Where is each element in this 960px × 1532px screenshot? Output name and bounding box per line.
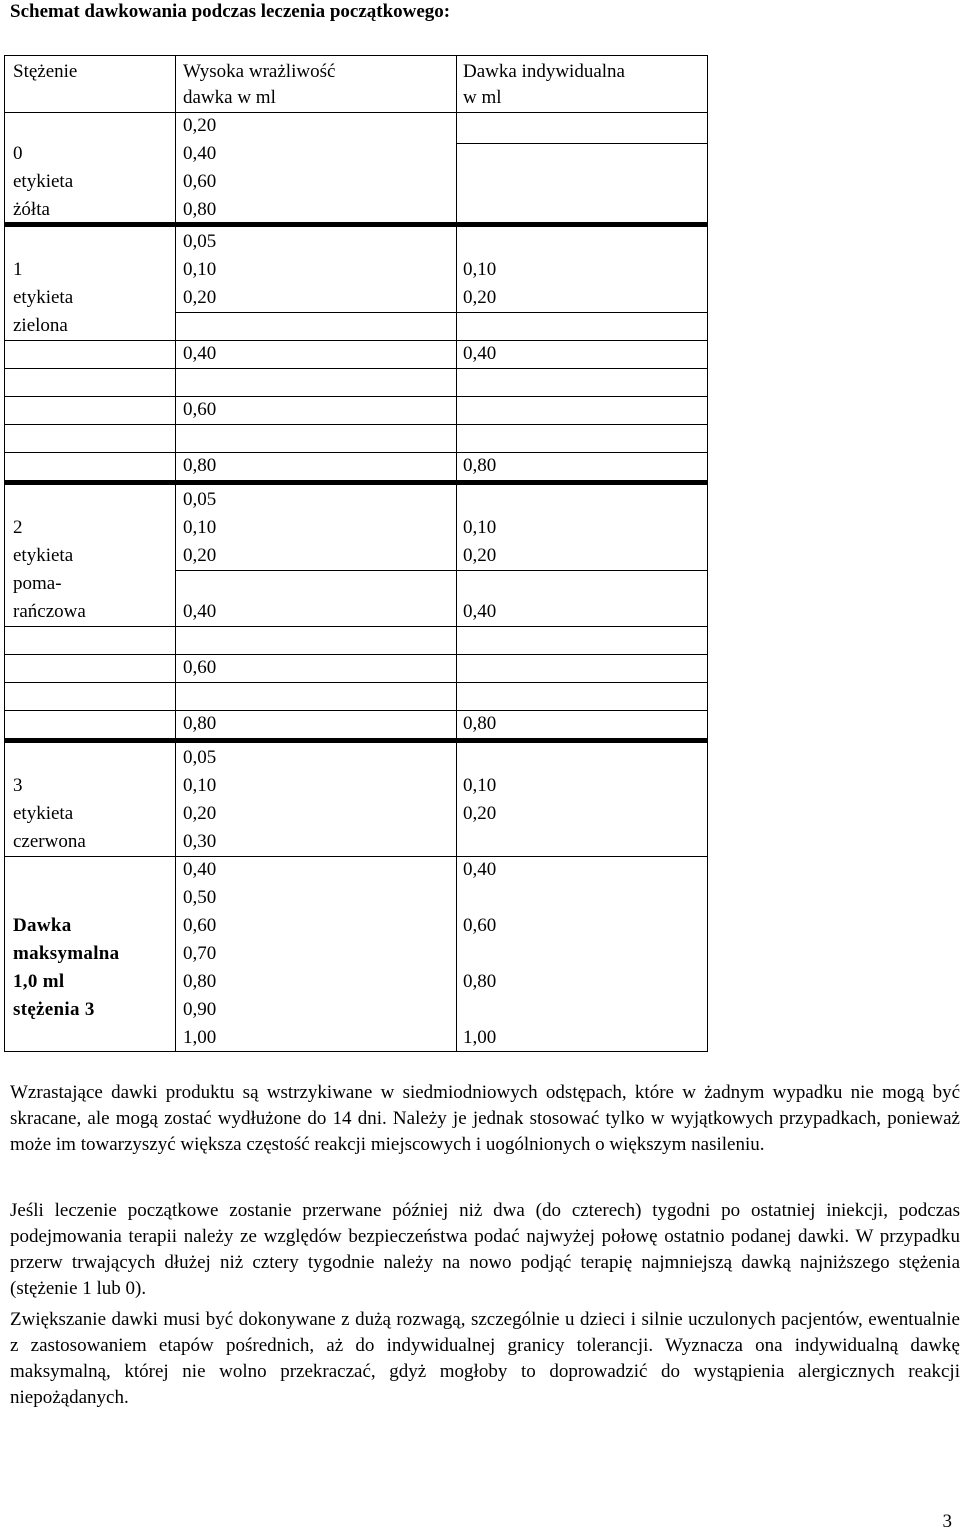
- individual-dose-value: 0,10: [463, 517, 497, 538]
- individual-dose-value: 0,80: [463, 713, 497, 734]
- concentration-label: 2: [13, 517, 23, 538]
- high-dose-value: 0,70: [183, 943, 217, 964]
- row-divider: [5, 654, 707, 655]
- individual-dose-value: 0,20: [463, 803, 497, 824]
- individual-dose-value: 0,80: [463, 971, 497, 992]
- max-dose-label: 1,0 ml: [13, 971, 65, 992]
- high-dose-value: 0,40: [183, 143, 217, 164]
- individual-dose-value: 0,10: [463, 775, 497, 796]
- column-divider: [456, 56, 457, 1051]
- group-divider: [5, 480, 707, 485]
- row-divider: [5, 340, 707, 341]
- paragraph-interrupted-treatment: Jeśli leczenie początkowe zostanie przerwane później niż dwa (do czterech) tygodni po ostatniej iniekcji, podczas podejmowania terapii należy ze względów bezpieczeństwa podać najwyżej połowę ostatnio podanej dawki. W przypadku przerw trwających dłużej niż cztery tygodnie należy na nowo podjąć terapię najmniejszą dawką najniższego stężenia (stężenie 1 lub 0).: [10, 1200, 960, 1299]
- individual-dose-value: 0,40: [463, 343, 497, 364]
- row-divider: [175, 570, 707, 571]
- row-divider: [5, 626, 707, 627]
- high-dose-value: 0,60: [183, 399, 217, 420]
- high-dose-value: 0,40: [183, 343, 217, 364]
- concentration-label: żółta: [13, 199, 50, 220]
- high-dose-value: 0,80: [183, 713, 217, 734]
- high-dose-value: 0,60: [183, 171, 217, 192]
- high-dose-value: 0,10: [183, 517, 217, 538]
- dosage-table: [4, 55, 708, 1052]
- max-dose-label: stężenia 3: [13, 999, 95, 1020]
- high-dose-value: 0,60: [183, 657, 217, 678]
- high-dose-value: 0,20: [183, 287, 217, 308]
- individual-dose-value: 0,20: [463, 287, 497, 308]
- concentration-label: etykieta: [13, 287, 74, 308]
- header-individual-dose: Dawka indywidualna: [463, 61, 625, 82]
- high-dose-value: 0,05: [183, 489, 217, 510]
- concentration-label: etykieta: [13, 803, 74, 824]
- header-high-sensitivity: Wysoka wrażliwość: [183, 61, 336, 82]
- high-dose-value: 0,40: [183, 859, 217, 880]
- row-divider: [456, 143, 707, 144]
- group-divider: [5, 222, 707, 227]
- concentration-label: rańczowa: [13, 601, 86, 622]
- concentration-label: etykieta: [13, 545, 74, 566]
- individual-dose-value: 0,60: [463, 915, 497, 936]
- paragraph-injection-intervals: Wzrastające dawki produktu są wstrzykiwane w siedmiodniowych odstępach, które w żadnym wypadku nie mogą być skracane, ale mogą zostać wydłużone do 14 dni. Należy je jednak stosować tylko w wyjątkowych przypadkach, ponieważ może im towarzyszyć większa częstość reakcji miejscowych i uogólnionych o większym nasileniu.: [10, 1082, 960, 1155]
- group-divider: [5, 738, 707, 743]
- high-dose-value: 0,20: [183, 115, 217, 136]
- max-dose-label: Dawka: [13, 915, 72, 936]
- high-dose-value: 1,00: [183, 1027, 217, 1048]
- concentration-label: etykieta: [13, 171, 74, 192]
- high-dose-value: 0,80: [183, 455, 217, 476]
- page-heading: Schemat dawkowania podczas leczenia początkowego:: [10, 1, 451, 22]
- row-divider: [5, 856, 707, 857]
- header-individual-dose-unit: w ml: [463, 87, 502, 108]
- individual-dose-value: 0,10: [463, 259, 497, 280]
- high-dose-value: 0,50: [183, 887, 217, 908]
- high-dose-value: 0,10: [183, 775, 217, 796]
- concentration-label: 0: [13, 143, 23, 164]
- individual-dose-value: 0,80: [463, 455, 497, 476]
- high-dose-value: 0,60: [183, 915, 217, 936]
- high-dose-value: 0,20: [183, 803, 217, 824]
- individual-dose-value: 0,20: [463, 545, 497, 566]
- high-dose-value: 0,90: [183, 999, 217, 1020]
- row-divider: [5, 710, 707, 711]
- header-high-sensitivity-unit: dawka w ml: [183, 87, 276, 108]
- concentration-label: 3: [13, 775, 23, 796]
- row-divider: [5, 452, 707, 453]
- high-dose-value: 0,10: [183, 259, 217, 280]
- concentration-label: 1: [13, 259, 23, 280]
- concentration-label: zielona: [13, 315, 68, 336]
- header-divider: [5, 112, 707, 113]
- high-dose-value: 0,80: [183, 971, 217, 992]
- row-divider: [175, 312, 707, 313]
- high-dose-value: 0,20: [183, 545, 217, 566]
- row-divider: [5, 396, 707, 397]
- high-dose-value: 0,30: [183, 831, 217, 852]
- header-concentration: Stężenie: [13, 61, 78, 82]
- individual-dose-value: 0,40: [463, 859, 497, 880]
- max-dose-label: maksymalna: [13, 943, 120, 964]
- concentration-label: poma-: [13, 573, 62, 594]
- high-dose-value: 0,40: [183, 601, 217, 622]
- column-divider: [175, 56, 176, 1051]
- high-dose-value: 0,80: [183, 199, 217, 220]
- page-number: 3: [942, 1511, 952, 1532]
- individual-dose-value: 0,40: [463, 601, 497, 622]
- paragraph-dose-increase: Zwiększanie dawki musi być dokonywane z dużą rozwagą, szczególnie u dzieci i silnie uczulonych pacjentów, ewentualnie z zastosowaniem etapów pośrednich, aż do indywidualnej granicy tolerancji. Wyznacza ona indywidualną dawkę maksymalną, której nie wolno przekraczać, gdyż mogłoby to doprowadzić do wystąpienia alergicznych reakcji niepożądanych.: [10, 1309, 960, 1408]
- concentration-label: czerwona: [13, 831, 86, 852]
- row-divider: [5, 368, 707, 369]
- individual-dose-value: 1,00: [463, 1027, 497, 1048]
- high-dose-value: 0,05: [183, 747, 217, 768]
- high-dose-value: 0,05: [183, 231, 217, 252]
- row-divider: [5, 424, 707, 425]
- row-divider: [5, 682, 707, 683]
